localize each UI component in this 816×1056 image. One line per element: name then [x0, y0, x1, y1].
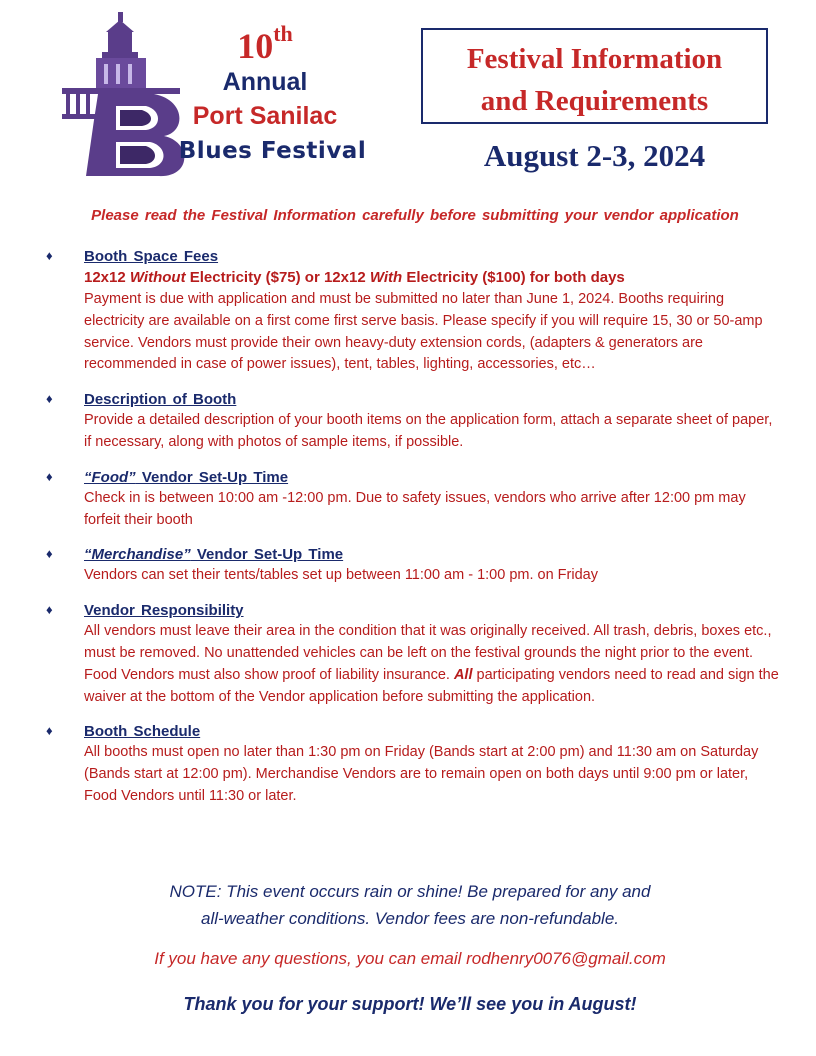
thank-you-message: Thank you for your support! We’ll see you in August!	[183, 994, 637, 1014]
title-line-2: and Requirements	[480, 85, 709, 117]
note-line-1: NOTE: This event occurs rain or shine! Be prepared for any and	[169, 882, 651, 901]
application-notice: Please read the Festival Information carefully before submitting your vendor application	[91, 207, 739, 224]
section-body: Check in is between 10:00 am -12:00 pm. Due to safety issues, vendors who arrive after 12:00 pm may forfeit their booth	[84, 489, 746, 528]
section-heading: Booth Schedule	[84, 723, 201, 741]
edition-number: 10	[237, 26, 274, 66]
section-heading: Vendor Responsibility	[84, 602, 244, 620]
section-food-setup	[0, 468, 816, 532]
diamond-bullet-icon: ♦	[46, 723, 53, 739]
section-heading: Description of Booth	[84, 391, 237, 409]
festival-date: August 2-3, 2024	[483, 138, 706, 173]
section-merchandise-setup	[0, 545, 816, 587]
section-heading: “Merchandise” Vendor Set-Up Time	[84, 546, 344, 564]
contact-email-line: If you have any questions, you can email rodhenry0076@gmail.com	[154, 949, 666, 968]
section-body: All booths must open no later than 1:30 pm on Friday (Bands start at 2:00 pm) and 11:30 am on Saturday (Bands start at 12:00 pm). Merchandise Vendors are to remain open on both days until 9:00 pm or later, Food Vendors until 11:30 or later.	[84, 744, 759, 804]
title-line-1: Festival Information	[466, 43, 723, 75]
section-heading: “Food” Vendor Set-Up Time	[84, 468, 289, 486]
section-heading: Booth Space Fees	[84, 248, 219, 265]
section-booth-schedule	[0, 722, 816, 807]
diamond-bullet-icon: ♦	[46, 602, 53, 618]
title-box	[421, 28, 768, 124]
section-body: Vendors can set their tents/tables set up between 11:00 am - 1:00 pm. on Friday	[84, 567, 598, 584]
section-booth-description	[0, 390, 816, 454]
annual-label: Annual	[222, 68, 308, 96]
section-body: All vendors must leave their area in the condition that it was originally received. All trash, debris, boxes etc., must be removed. No unattended vehicles can be left on the festival grounds the night prior to the event. Food Vendors must also show proof of liability insurance. All participating vendors need to read and sign the waiver at the bottom of the Vendor application before submitting the application.	[84, 623, 779, 705]
diamond-bullet-icon: ♦	[46, 546, 53, 562]
edition-suffix: th	[273, 21, 293, 46]
diamond-bullet-icon: ♦	[46, 468, 53, 484]
section-body: Payment is due with application and must be submitted no later than June 1, 2024. Booths requiring electricity are available on a first come first serve basis. Please specify if you will require 15, 30 or 50-amp service. Vendors must provide their own heavy-duty extension cords, (adapters & generators are recommended in case of power issues), tent, tables, lighting, accessories, etc…	[84, 291, 763, 373]
festival-brand	[140, 21, 390, 164]
weather-note	[80, 878, 740, 932]
section-booth-fees	[0, 247, 816, 376]
diamond-bullet-icon: ♦	[46, 248, 53, 263]
requirements-list	[0, 247, 816, 822]
section-body: Provide a detailed description of your booth items on the application form, attach a separate sheet of paper, if necessary, along with photos of sample items, if possible.	[84, 412, 773, 450]
fee-summary: 12x12 Without Electricity ($75) or 12x12 With Electricity ($100) for both days	[84, 269, 625, 286]
diamond-bullet-icon: ♦	[46, 391, 53, 407]
note-line-2: all-weather conditions. Vendor fees are non-refundable.	[200, 909, 620, 928]
edition-title	[140, 21, 390, 66]
location-name: Port Sanilac	[192, 102, 338, 130]
festival-name: Blues Festival	[178, 138, 367, 164]
section-vendor-responsibility	[0, 601, 816, 708]
